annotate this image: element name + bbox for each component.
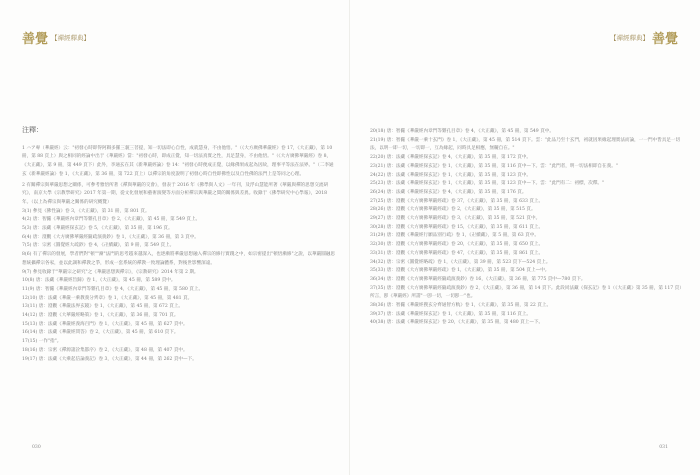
left-page-header: [22, 28, 90, 47]
note-item: 32(30) 唐：澄觀《大方廣佛華嚴經疏》卷 20，《大正藏》，第 35 冊，第 650 頁上。: [370, 242, 544, 248]
note-item: 17(15) 一作"指"。: [22, 339, 62, 345]
note-item: 30(28) 唐：澄觀《大方廣佛華嚴經疏》卷 15，《大正藏》，第 35 冊，第 611 頁上。: [370, 224, 544, 230]
note-item: 12(10) 唐：法藏《華嚴一乘教義分齊章》卷 1，《大正藏》，第 45 冊，第 481 頁。: [22, 295, 193, 301]
header-brand: 善覺: [22, 32, 49, 47]
note-item: 26(24) 唐：法藏《華嚴經探玄記》卷 4，《大正藏》，第 35 冊，第 176 頁。: [370, 189, 527, 195]
right-page-header: [610, 28, 678, 47]
note-item: 21(19) 唐：智儼《華嚴一乘十玄門》卷 1，《大正藏》，第 45 冊，第 514 頁下。雲："此品乃至十玄門，初就因果緣起理實法而論，一一門中皆具足一切法，以明一即一切，一切即一，互為緣起，同時具足相應，無礙自在。": [370, 137, 681, 152]
note-item: 34(32) 唐：宗密《圓覺經略疏》卷 1，《大正藏》，第 39 冊，第 523 頁下—524 頁上。: [370, 259, 551, 265]
note-item: 40(38) 唐：法藏《華嚴經探玄記》卷 20，《大正藏》，第 35 冊，第 480 頁上—下。: [370, 320, 544, 326]
note-item: 13(11) 唐：澄觀《華嚴法界玄鏡》卷 1，《大正藏》，第 45 冊，第 672 頁上。: [22, 304, 184, 310]
note-item: 1 ハア專（華嚴經）云："初發心時即得阿耨多羅三藐三菩提，知一切法即心自性，成就慧身，不由他悟。"（《大方廣佛華嚴經》卷 17，《大正藏》，第 10 冊，第 88 頁上）與之相同的經論中出于《華嚴經》當："初發心時，即成正覺，知一切法真實之性，具足慧身，不由他悟。"（《大方廣佛華嚴經》卷 8，《大正藏》，第 9 冊，第 449 頁下）此外，李通玄在其《新華嚴經論》卷 14："初發心時便成正覺，以緣佛果成起為因故，理事平等法在法界。"（二李通玄《新華嚴經論》卷 1，《大正藏》，第 36 冊，第 722 頁上）以禪宗的角度說明了初發心時自性即佛性以及自性佛的法門上是等同之心理。: [22, 145, 334, 177]
note-item: 7(5) 唐：宗密《圓覺經大疏鈔》卷 4，《卍續藏》，第 9 冊，第 549 頁上。: [22, 243, 175, 249]
note-item: 39(37) 唐：法藏《華嚴經探玄記》卷 1，《大正藏》，第 35 冊，第 116 頁上。: [370, 311, 532, 317]
note-item: 37(35) 唐：澄觀《大方廣佛華嚴經隨疏演義鈔》卷 2，《大正藏》，第 36 冊，第 14 頁下。此段同法藏《探玄記》卷 1（《大正藏》第 35 冊，第 117 頁）所言，卽《華嚴經》所謂"一卽一切，一切卽一"也。: [370, 285, 682, 300]
left-notes-column: [22, 126, 336, 364]
note-item: 2 有關禪宗與華嚴思想之關係，可參考雅悟所著《禪與華嚴的交會》，發表于 2016 年《佛學與人文》一年刊，及浮山慧能所著《華嚴與禪的思想交流研究》，南京大學《宗教學研究》2017 年第一期，從文化發展和藝術演變等方面分析禪宗與華嚴之間的關係與差異。收錄于《佛學研究中心學報》，2018 年。（以上為禪宗與華嚴之關係的研究概覽）: [22, 182, 329, 205]
note-item: 16(14) 唐：法藏《華嚴經問答》卷 2，《大正藏》，第 45 冊，第 610 頁下。: [22, 330, 179, 336]
note-item: 3(1) 參見《佛性論》卷 3，《大正藏》，第 31 冊，第 801 頁。: [22, 208, 150, 214]
note-item: 36(34) 唐：澄觀《大方廣佛華嚴經隨疏演義鈔》卷 16，《大正藏》，第 36 冊，第 775 頁中—780 頁下。: [370, 276, 586, 282]
note-item: 20(18) 唐：智儼《華嚴經內章門等雜孔目章》卷 4，《大正藏》，第 45 冊，第 549 頁中。: [370, 129, 554, 134]
note-item: 18(16) 唐：宗密《禪源諸詮集都序》卷 2，《大正藏》，第 48 冊，第 407 頁中。: [22, 347, 188, 353]
note-item: 23(21) 唐：法藏《華嚴經探玄記》卷 1，《大正藏》，第 35 冊，第 116 頁中—下。雲："此門者，明一切法相即自在義。": [370, 163, 618, 169]
note-item: 29(27) 唐：澄觀《大方廣佛華嚴經疏》卷 3，《大正藏》，第 35 冊，第 521 頁中。: [370, 216, 541, 222]
note-item: 5(3) 唐：法藏《華嚴經探玄記》卷 5，《大正藏》，第 35 冊，第 196 頁。: [22, 226, 173, 232]
note-item: 28(26) 唐：澄觀《大方廣佛華嚴經疏》卷 2，《大正藏》，第 35 冊，第 515 頁。: [370, 207, 536, 213]
note-item: 35(33) 唐：澄觀《大方廣佛華嚴經疏》卷 1，《大正藏》，第 35 冊，第 504 頁上—中。: [370, 268, 550, 274]
header-brand: 善覺: [651, 32, 678, 47]
notes-title: 注釋：: [22, 126, 43, 134]
note-item: 33(31) 唐：澄觀《大方廣佛華嚴經疏》卷 47，《大正藏》，第 35 冊，第 861 頁上。: [370, 250, 544, 256]
right-notes-column: [370, 128, 682, 328]
note-item: 10(8) 唐：法藏《華嚴經旨歸》卷 1，《大正藏》，第 45 冊，第 589 頁中。: [22, 278, 176, 284]
note-item: 31(29) 唐：澄觀《華嚴經行願品別行疏》卷 1，《卍續藏》，第 5 冊，第 63 頁中。: [370, 233, 539, 239]
note-item: 27(25) 唐：澄觀《大方廣佛華嚴經疏》卷 37，《大正藏》，第 35 冊，第 633 頁上。: [370, 198, 544, 204]
note-item: 4(2) 唐：智儼《華嚴經內章門等雜孔目章》卷 2，《大正藏》，第 45 冊，第 549 頁上。: [22, 217, 201, 223]
note-item: 19(17) 唐：法藏《大乘起信論義記》卷 3，《大正藏》，第 44 冊，第 262 頁中—下。: [22, 356, 197, 362]
note-item: 24(22) 唐：法藏《華嚴經探玄記》卷 1，《大正藏》，第 35 冊，第 123 頁中。: [370, 172, 532, 178]
header-series-tag: 【禪經釋典】: [51, 34, 91, 42]
header-series-tag: 【禪經釋典】: [609, 34, 649, 42]
note-item: 22(20) 唐：法藏《華嚴經探玄記》卷 4，《大正藏》，第 35 冊，第 172 頁中。: [370, 155, 532, 161]
right-page: [350, 0, 700, 475]
note-item: 38(36) 唐：智儼《華嚴經搜玄分齊通智方軌》卷 1，《大正藏》，第 35 冊，第 22 頁上。: [370, 303, 552, 309]
note-item: 8(6) 有了禪宗的發展，學者們對"頓""漸"法門的思考越來越深入，也逐漸將華嚴思想融入禪宗的修行實踐之中，如宗密提出"頓悟漸修"之說，以華嚴圓融思想統攝禪宗各家，並以此調和禪教之爭，形成一套系統的禪教一致理論體系，對後世影響深遠。: [22, 252, 335, 266]
note-item: 25(23) 唐：法藏《華嚴經探玄記》卷 1，《大正藏》，第 35 冊，第 123 頁中—下。雲："此門有二：初標，次釋。": [370, 181, 605, 187]
note-item: 15(13) 唐：法藏《華嚴經義海百門》卷 1，《大正藏》，第 45 冊，第 627 頁中。: [22, 321, 188, 327]
note-item: 14(12) 唐：澄觀《大華嚴經略策》卷 1，《大正藏》，第 36 冊，第 701 頁。: [22, 313, 179, 319]
note-item: 9(7) 參見收錄于"華嚴宗之研究"之《華嚴思想與禪宗》，《宗教研究》2014 年第 2 期。: [22, 269, 199, 275]
page-number: 030: [32, 445, 41, 450]
note-item: 6(4) 唐：澄觀《大方廣佛華嚴經隨疏演義鈔》卷 1，《大正藏》，第 36 冊，第 3 頁中。: [22, 234, 199, 240]
note-item: 11(9) 唐：智儼《華嚴經內章門等雜孔目章》卷 4，《大正藏》，第 45 冊，第 580 頁上。: [22, 286, 204, 292]
page-number: 031: [659, 445, 668, 450]
